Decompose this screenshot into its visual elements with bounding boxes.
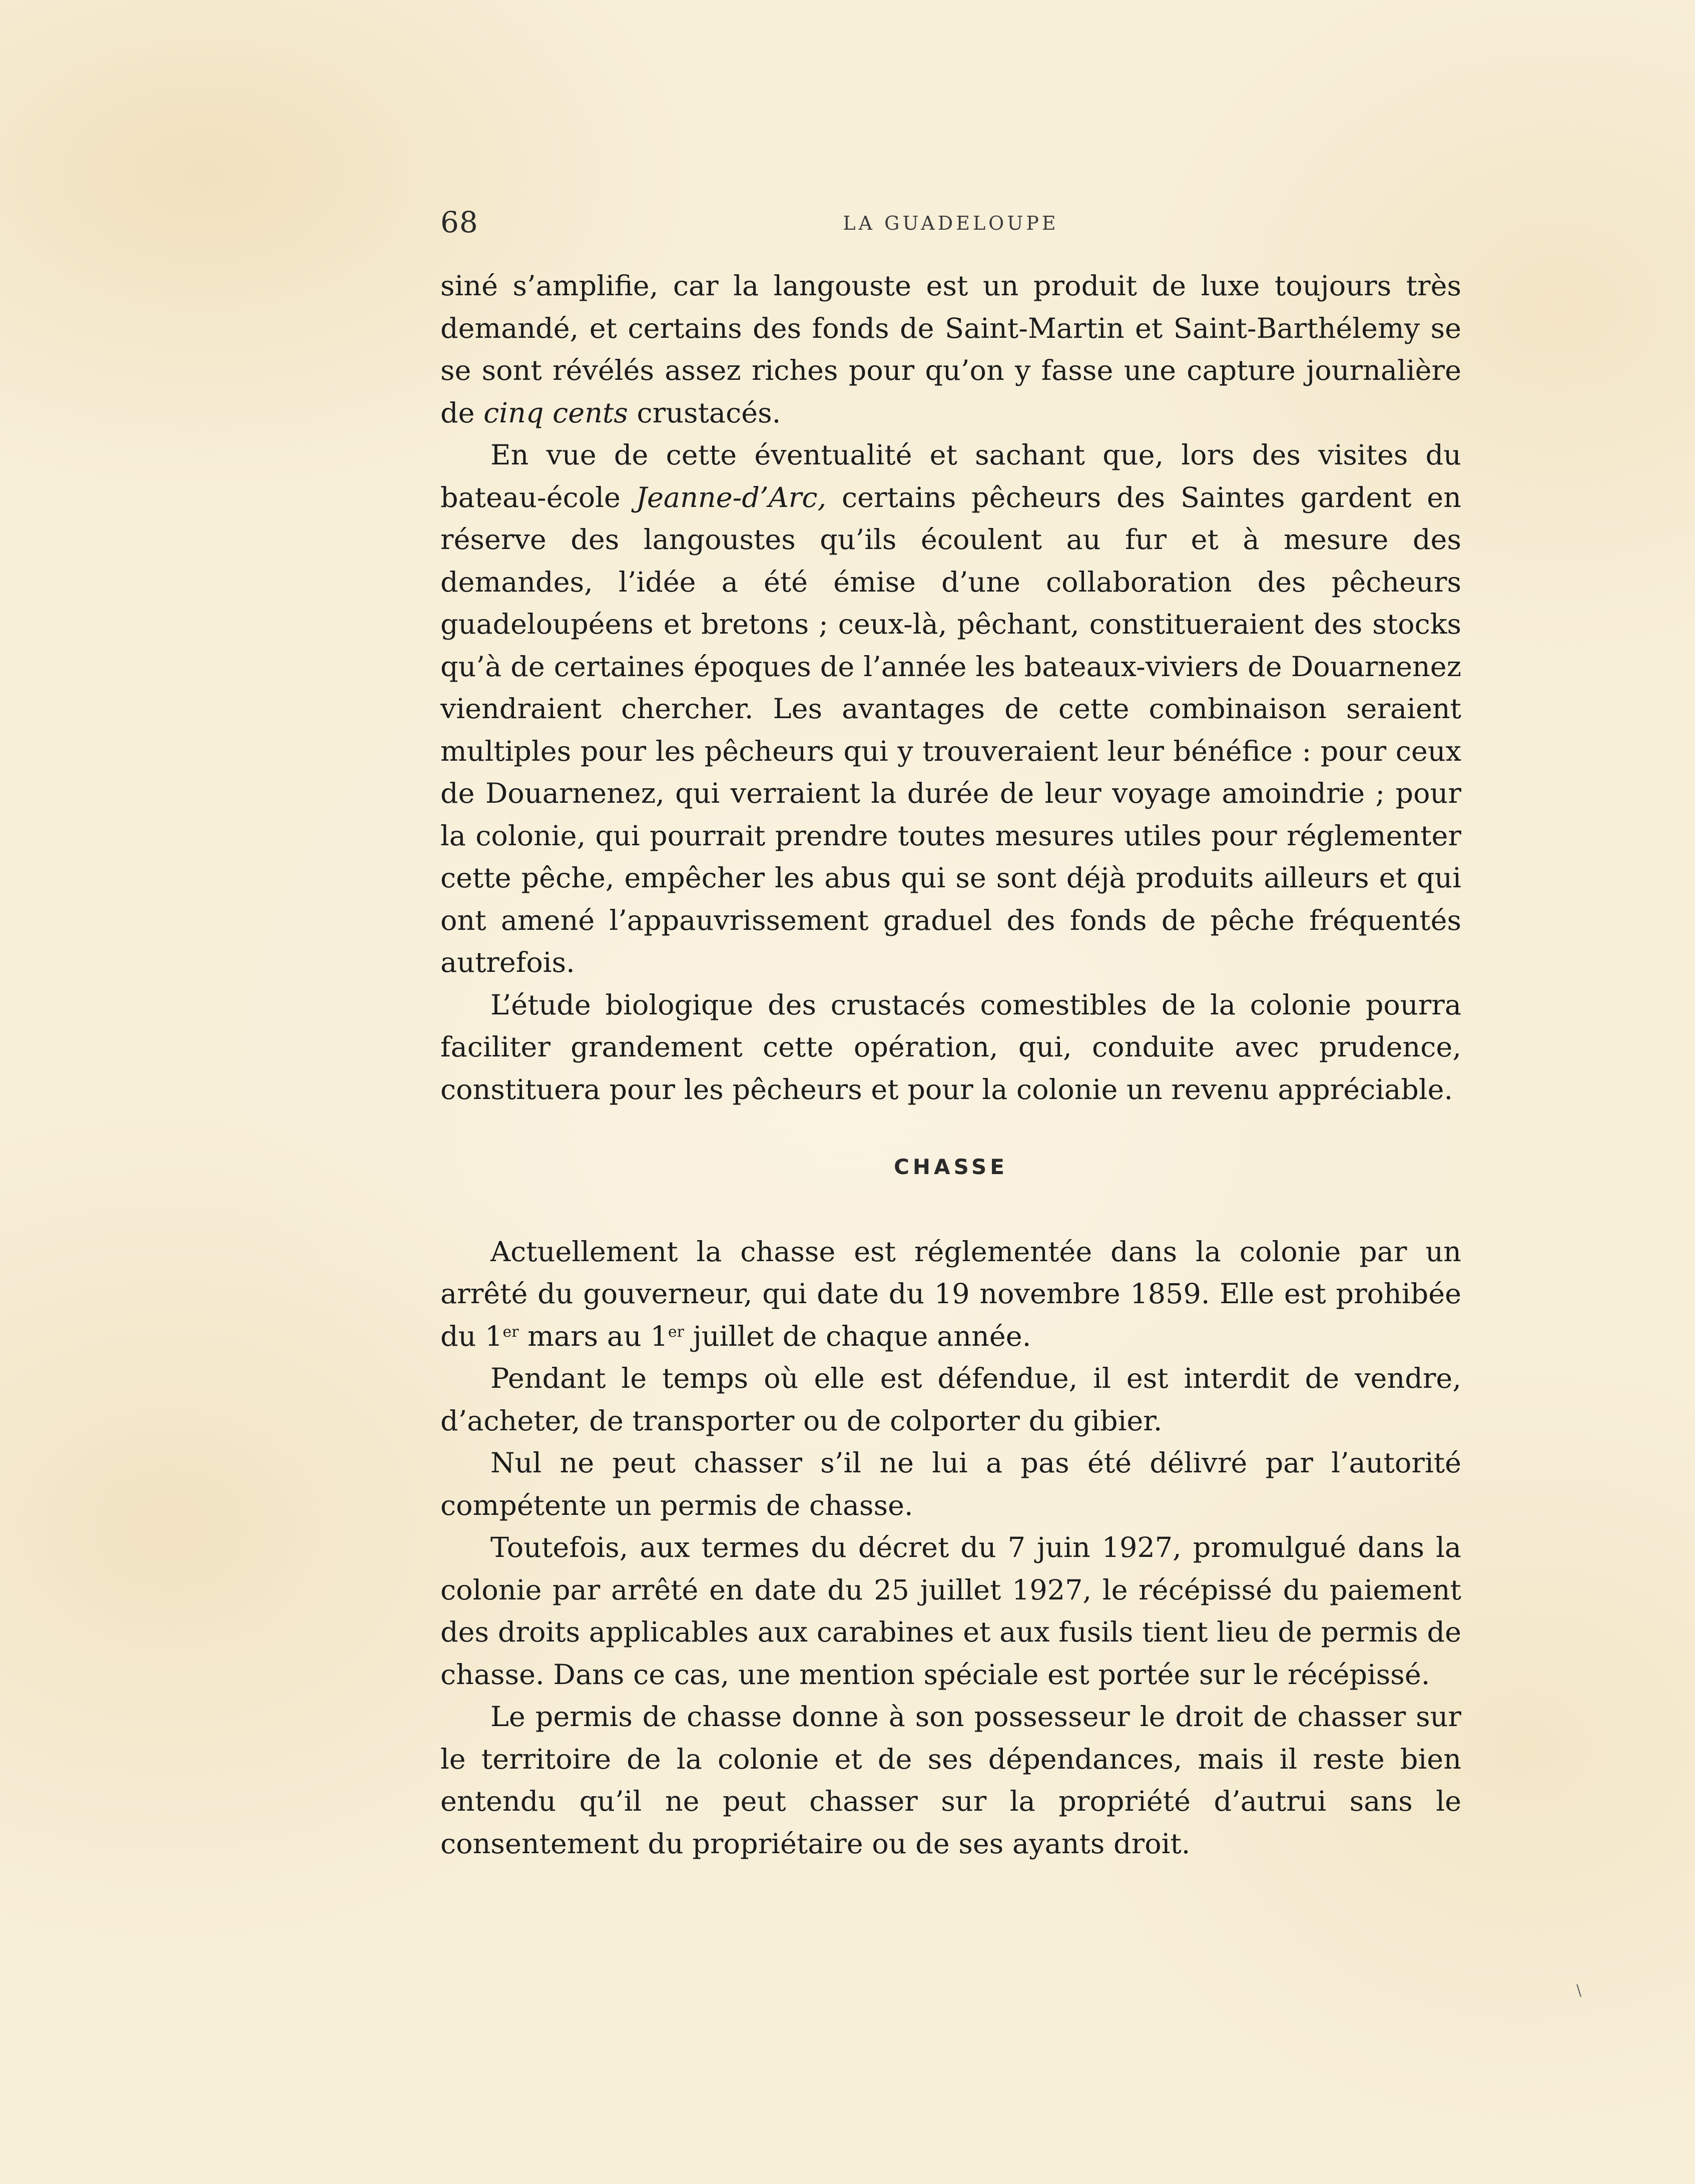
ordinal-superscript: er (668, 1323, 684, 1341)
page-number: 68 (440, 205, 478, 239)
running-title: LA GUADELOUPE (843, 212, 1059, 234)
body-text (440, 265, 1461, 1865)
paragraph-2-start: En vue de cette éventualité et sachant que, lors des visites du bateau-école (440, 439, 1461, 514)
paragraph-1-text: siné s’amplifie, car la langouste est un produit de luxe toujours très demandé, et certains des fonds de Saint-Martin et Saint-Barthélemy se se sont révélés assez riches pour qu’on y fasse une capture journalière de (440, 270, 1461, 429)
section-title-chasse: CHASSE (894, 1155, 1008, 1179)
paragraph-7: Toutefois, aux termes du décret du 7 juin 1927, promulgué dans la colonie par arrêté en date du 25 juillet 1927, le récépissé du paiement des droits applicables aux carabines et aux fusils tient lieu de permis de chasse. Dans ce cas, une mention spéciale est portée sur le récépissé. (440, 1531, 1461, 1691)
ordinal-superscript: er (502, 1323, 519, 1341)
paper-speck: \ (1576, 1982, 1582, 1999)
paragraph-1-end: crustacés. (628, 396, 781, 429)
paragraph-6: Nul ne peut chasser s’il ne lui a pas été délivré par l’autorité compétente un permis de chasse. (440, 1447, 1461, 1522)
running-head (440, 205, 1461, 250)
paragraph-2-italic: Jeanne-d’Arc, (636, 481, 827, 514)
paragraph-4-start: Actuellement la chasse est réglementée dans la colonie par un arrêté du gouverneur, qui date du 19 novembre 1859. Elle est prohibée du 1 (440, 1235, 1461, 1353)
paragraph-3: L’étude biologique des crustacés comestibles de la colonie pourra faciliter grandement cette opération, qui, conduite avec prudence, constituera pour les pêcheurs et pour la colonie un revenu appréciable. (440, 988, 1461, 1106)
paragraph-8: Le permis de chasse donne à son possesseur le droit de chasser sur le territoire de la colonie et de ses dépendances, mais il reste bien entendu qu’il ne peut chasser sur la propriété d’autrui sans le consentement du propriétaire ou de ses ayants droit. (440, 1701, 1461, 1860)
paragraph-4-mid: mars au 1 (518, 1320, 668, 1353)
paragraph-5: Pendant le temps où elle est défendue, il est interdit de vendre, d’acheter, de transporter ou de colporter du gibier. (440, 1362, 1461, 1437)
paragraph-2 (440, 434, 1461, 984)
paragraph-2-end: certains pêcheurs des Saintes gardent en réserve des langoustes qu’ils écoulent au fur et à mesure des demandes, l’idée a été émise d’une collaboration des pêcheurs guadeloupéens et bretons ; ceux-là, pêchant, constitueraient des stocks qu’à de certaines époques de l’année les bateaux-viviers de Douarnenez viendraient chercher. Les avantages de cette combinaison seraient multiples pour les pêcheurs qui y trouveraient leur bénéfice : pour ceux de Douarnenez, qui verraient la durée de leur voyage amoindrie ; pour la colonie, qui pourrait prendre toutes mesures utiles pour réglementer cette pêche, empêcher les abus qui se sont déjà produits ailleurs et qui ont amené l’appauvrissement graduel des fonds de pêche fréquentés autrefois. (440, 481, 1461, 979)
paragraph-4-end: juillet de chaque année. (684, 1320, 1031, 1353)
paragraph-1-italic: cinq cents (483, 396, 628, 429)
paragraph-1 (440, 265, 1461, 434)
paragraph-4 (440, 1231, 1461, 1358)
